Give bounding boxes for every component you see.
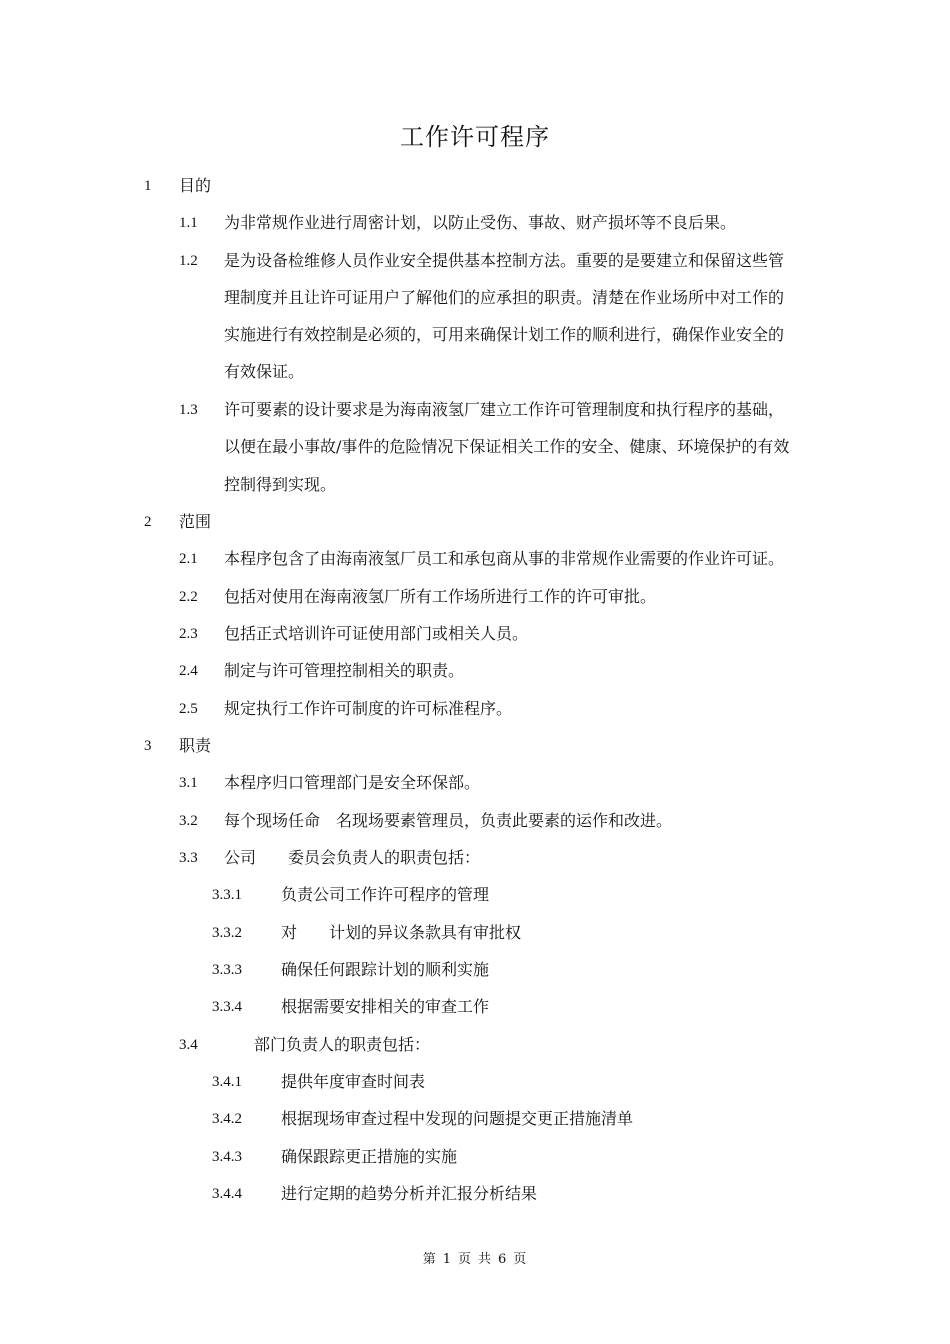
subclause-text: 对 计划的异议条款具有审批权 <box>281 923 522 942</box>
clause-number: 2.2 <box>179 589 198 605</box>
subclause-number: 3.4.3 <box>212 1149 242 1165</box>
clause-number: 1.3 <box>179 402 198 418</box>
subclause-text: 负责公司工作许可程序的管理 <box>281 885 490 904</box>
clause-text-line: 实施进行有效控制是必须的，可用来确保计划工作的顺利进行，确保作业安全的 <box>224 325 785 344</box>
subclause-text: 确保任何跟踪计划的顺利实施 <box>281 960 490 979</box>
clause-text-line: 理制度并且让许可证用户了解他们的应承担的职责。清楚在作业场所中对工作的 <box>224 288 785 307</box>
document-title: 工作许可程序 <box>400 123 550 151</box>
clause-text: 每个现场任命 名现场要素管理员，负责此要素的运作和改进。 <box>224 811 673 830</box>
subclause-text: 根据现场审查过程中发现的问题提交更正措施清单 <box>281 1109 634 1128</box>
clause-number: 2.5 <box>179 701 198 717</box>
subclause-text: 确保跟踪更正措施的实施 <box>281 1147 458 1166</box>
section-number: 3 <box>144 738 152 754</box>
footer-total-pages: 6 <box>498 1252 508 1267</box>
footer-suffix: 页 <box>513 1252 528 1267</box>
section-number: 2 <box>144 514 152 530</box>
clause-text: 制定与许可管理控制相关的职责。 <box>224 661 465 680</box>
section-number: 1 <box>144 178 152 194</box>
subclause-text: 进行定期的趋势分析并汇报分析结果 <box>281 1184 538 1203</box>
clause-text: 公司 委员会负责人的职责包括： <box>224 848 481 867</box>
section-heading: 目的 <box>179 176 212 195</box>
section-heading: 范围 <box>179 512 212 531</box>
clause-text: 部门负责人的职责包括： <box>254 1035 431 1054</box>
section-heading: 职责 <box>179 736 212 755</box>
subclause-number: 3.3.3 <box>212 962 242 978</box>
footer-total-label: 共 <box>478 1252 493 1267</box>
clause-number: 2.1 <box>179 551 198 567</box>
clause-text: 本程序归口管理部门是安全环保部。 <box>224 773 481 792</box>
subclause-number: 3.4.2 <box>212 1111 242 1127</box>
clause-number: 1.1 <box>179 215 198 231</box>
footer-page-label: 页 <box>457 1252 472 1267</box>
clause-text: 规定执行工作许可制度的许可标准程序。 <box>224 699 513 718</box>
clause-text-line: 控制得到实现。 <box>224 475 337 494</box>
subclause-number: 3.3.4 <box>212 999 242 1015</box>
clause-number: 3.4 <box>179 1037 198 1053</box>
footer-page-number: 1 <box>442 1252 452 1267</box>
clause-number: 2.4 <box>179 663 198 679</box>
subclause-text: 根据需要安排相关的审查工作 <box>281 997 490 1016</box>
page-footer <box>0 1248 950 1267</box>
clause-number: 1.2 <box>179 253 198 269</box>
clause-number: 3.1 <box>179 775 198 791</box>
subclause-number: 3.4.4 <box>212 1186 242 1202</box>
clause-text: 包括正式培训许可证使用部门或相关人员。 <box>224 624 529 643</box>
subclause-number: 3.3.1 <box>212 887 242 903</box>
subclause-number: 3.4.1 <box>212 1074 242 1090</box>
clause-text-line: 以便在最小事故/事件的危险情况下保证相关工作的安全、健康、环境保护的有效 <box>224 437 790 456</box>
footer-prefix: 第 <box>422 1252 437 1267</box>
clause-text: 为非常规作业进行周密计划，以防止受伤、事故、财产损坏等不良后果。 <box>224 213 737 232</box>
clause-number: 2.3 <box>179 626 198 642</box>
clause-text: 包括对使用在海南液氢厂所有工作场所进行工作的许可审批。 <box>224 587 657 606</box>
clause-number: 3.2 <box>179 813 198 829</box>
clause-text-line: 许可要素的设计要求是为海南液氢厂建立工作许可管理制度和执行程序的基础， <box>224 400 785 419</box>
clause-text: 本程序包含了由海南液氢厂员工和承包商从事的非常规作业需要的作业许可证。 <box>224 549 785 568</box>
subclause-number: 3.3.2 <box>212 925 242 941</box>
clause-text-line: 有效保证。 <box>224 362 305 381</box>
subclause-text: 提供年度审查时间表 <box>281 1072 426 1091</box>
clause-text-line: 是为设备检维修人员作业安全提供基本控制方法。重要的是要建立和保留这些管 <box>224 251 785 270</box>
clause-number: 3.3 <box>179 850 198 866</box>
